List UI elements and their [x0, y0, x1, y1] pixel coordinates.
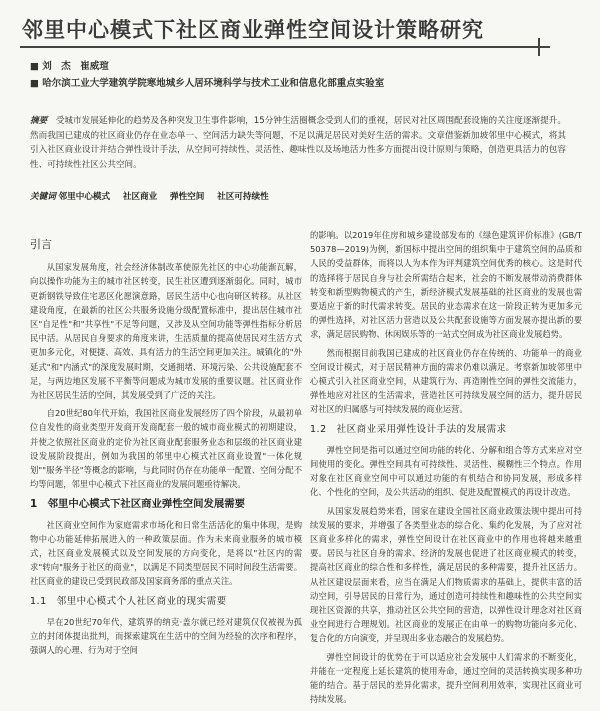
- title-rule-tick: [538, 38, 540, 56]
- keyword: 社区商业: [122, 192, 158, 202]
- body-paragraph: 早在20世纪70年代，建筑界的纳克·盖尔就已经对建筑仅仅被视为孤立的封闭体提出批判，而探索建筑在生活中的空间为经验的次序和程序，强调人的心理、行为对于空间: [30, 616, 302, 656]
- authors: ■ 刘 杰 崔威瑄: [30, 61, 109, 72]
- right-column: [310, 228, 582, 711]
- body-paragraph: 从国家发展角度，社会经济体制改革使原先社区的中心功能渐瓦解，向以操作功能为主的城市社区转变，民生社区遭到逐渐弱化。同时，城市更新钢铁导致住宅恶区化愿演意路，居民生活中心也向研区转移。从社区建设角度，在最新的社区公共服务设施分级配置标准中，提出居住城市社区"自足性"和"共享性"不足等问题，又涉及从空间功能等弹性指标分析居民中活。从居民自身要求的角度来讲，生活质量的提高使居民对生活方式更加多元化，对便捷、高效、具有活力的生活空间更加关注。城镇化的"外延式"和"内涵式"的深度发展时期，交通拥堵、环境污染、公共设施配套不足，与两边地区发展不平衡等问题成为城市发展的重要议题。社区商业作为社区居民生活的空间，其发展受到了广泛的关注。: [30, 262, 302, 401]
- body-paragraph: 自20世纪80年代开始，我国社区商业发展经历了四个阶段，从最初单位自发性的商业类型开发商开发商配套一般的城市商业模式的初期建设，并使之依照社区商业的定价为社区商业配套服务业态和层级的社区商业建设发展阶段提出，例如为我国的邻里中心模式社区商业设置"一体化规划""服务半径"等概念的影响，与此同时仍存在功能单一配置、空间分配不均等问题，邻里中心模式下社区商业的发展问题亟待解决。: [30, 408, 302, 490]
- affiliation-line: [30, 75, 384, 89]
- left-column: [30, 228, 302, 661]
- body-paragraph: 从国家发展趋势来看，国家在建设全国社区商业政策法规中提出可持续发展的要求，并增强了各类型业态的综合化、集约化发展，为了应对社区商业多样化的需求，弹性空间设计在社区商业中的作用也将越来越重要。居民与社区自身的需求、经济的发展也促进了社区商业模式的转变，提高社区商业的综合性和多样性，满足居民的多种需要，提升社区活力。从社区建设层面来看，应当在满足人们物质需求的基础上，提供丰富的活动空间，引导居民的日常行为，通过创造可持续性和趣味性的公共空间实现社区资源的共享，推动社区公共空间的营造，以弹性设计理念对社区商业空间进行合理规划。社区商业的发展正在由单一的购物功能向多元化、复合化的方向演变，并呈现出多业态融合的发展趋势。: [310, 505, 582, 644]
- intro-heading: 引言: [30, 238, 52, 251]
- keyword: 弹性空间: [169, 192, 205, 202]
- affiliation: ■ 哈尔滨工业大学建筑学院寒地城乡人居环境科学与技术工业和信息化部重点实验室: [30, 78, 385, 89]
- subsection-1-2-heading: 1.2 社区商业采用弹性设计手法的发展需求: [310, 423, 507, 435]
- body-paragraph: 社区商业空间作为家庭需求市场化和日常生活活化的集中体现，是购物中心功能延伸拓展进入的一种政策层面。作为未来商业服务的城市模式，社区商业发展模式以及空间发展的方向变化，是将以"社区内的需求"转向"服务于社区的商业"，以满足不同类型居民不同时间段生活需要。社区商业的建设已受到民政部及国家商务部的重点关注。: [30, 519, 302, 587]
- body-paragraph: 的影响。以2019年住房和城乡建设部发布的《绿色建筑评价标准》(GB/T 50378—2019)为例，新国标中提出空间的组织集中于建筑空间的品质和人民的受益群体，而将以人为本作为评判建筑空间优秀的核心。这是时代的选择将于居民自身与社会所需结合起来，社会的不断发展带动消费群体转变和新型购物模式的产生，新经济模式发展基础的社区商业的发展也需要适应于新的时代需求转变。居民的业态需求在这一阶段正转为更加多元的弹性选择，对社区活力营造以及公共配套设施等方面发展亦提出新的要求，满足居民购物、休闲娱乐等的一站式空间成为社区商业发展趋势。: [310, 230, 582, 340]
- title-rule: [20, 46, 550, 48]
- abstract-label: 摘要: [30, 116, 48, 126]
- author-line: [30, 58, 109, 72]
- section-1-heading: 1 邻里中心模式下社区商业弹性空间发展需要: [30, 498, 246, 511]
- keyword: 邻里中心模式: [58, 192, 111, 202]
- body-paragraph: 弹性空间设计的优势在于可以适应社会发展中人们需求的不断变化，并能在一定程度上延长建筑的使用寿命，通过空间的灵活转换实现多种功能的结合。基于居民的差异化需求，提升空间利用效率，实现社区商业可持续发展。: [310, 651, 582, 705]
- abstract: [30, 114, 566, 172]
- paper-title: 邻里中心模式下社区商业弹性空间设计策略研究: [22, 18, 484, 42]
- abstract-text: 受城市发展延伸化的趋势及各种突发卫生事件影响，15分钟生活圈概念受到人们的重视，居民对社区周围配套设施的关注度逐渐提升。然而我国已建成的社区商业仍存在业态单一、空间活力缺失等问题，不足以满足居民对美好生活的需求。文章借鉴新加坡邻里中心模式，将其引入社区商业设计并结合弹性设计手法，从空间可持续性、灵活性、趣味性以及场地活力性多方面提出设计原则与策略，创造更具活力的包容性、可持续性社区公共空间。: [30, 116, 566, 170]
- keywords: [30, 190, 566, 204]
- body-paragraph: 然而根据目前我国已建成的社区商业仍存在传统的、功能单一的商业空间设计模式，对于居民精神方面的需求仍难以满足。考察新加坡邻里中心模式引入社区商业空间，从建筑行为、再造刚性空间的弹性交流能力，弹性地应对社区的生活需求，营造社区可持续发展空间的活力，提升居民对社区的归属感与可持续发展的商业运营。: [310, 347, 582, 415]
- keywords-label: 关键词: [30, 192, 56, 202]
- keyword: 社区可持续性: [217, 192, 269, 202]
- body-paragraph: 弹性空间是指可以通过空间功能的转化、分解和组合等方式来应对空间使用的变化。弹性空间具有可持续性、灵活性、模糊性三个特点。作用对象在社区商业空间中可以通过功能的有机结合和协同发展，形成多样化、个性化的空间，及公共活动的组织、促进及配置模式的再设计改造。: [310, 444, 582, 498]
- subsection-1-1-heading: 1.1 邻里中心模式个人社区商业的现实需要: [30, 595, 227, 607]
